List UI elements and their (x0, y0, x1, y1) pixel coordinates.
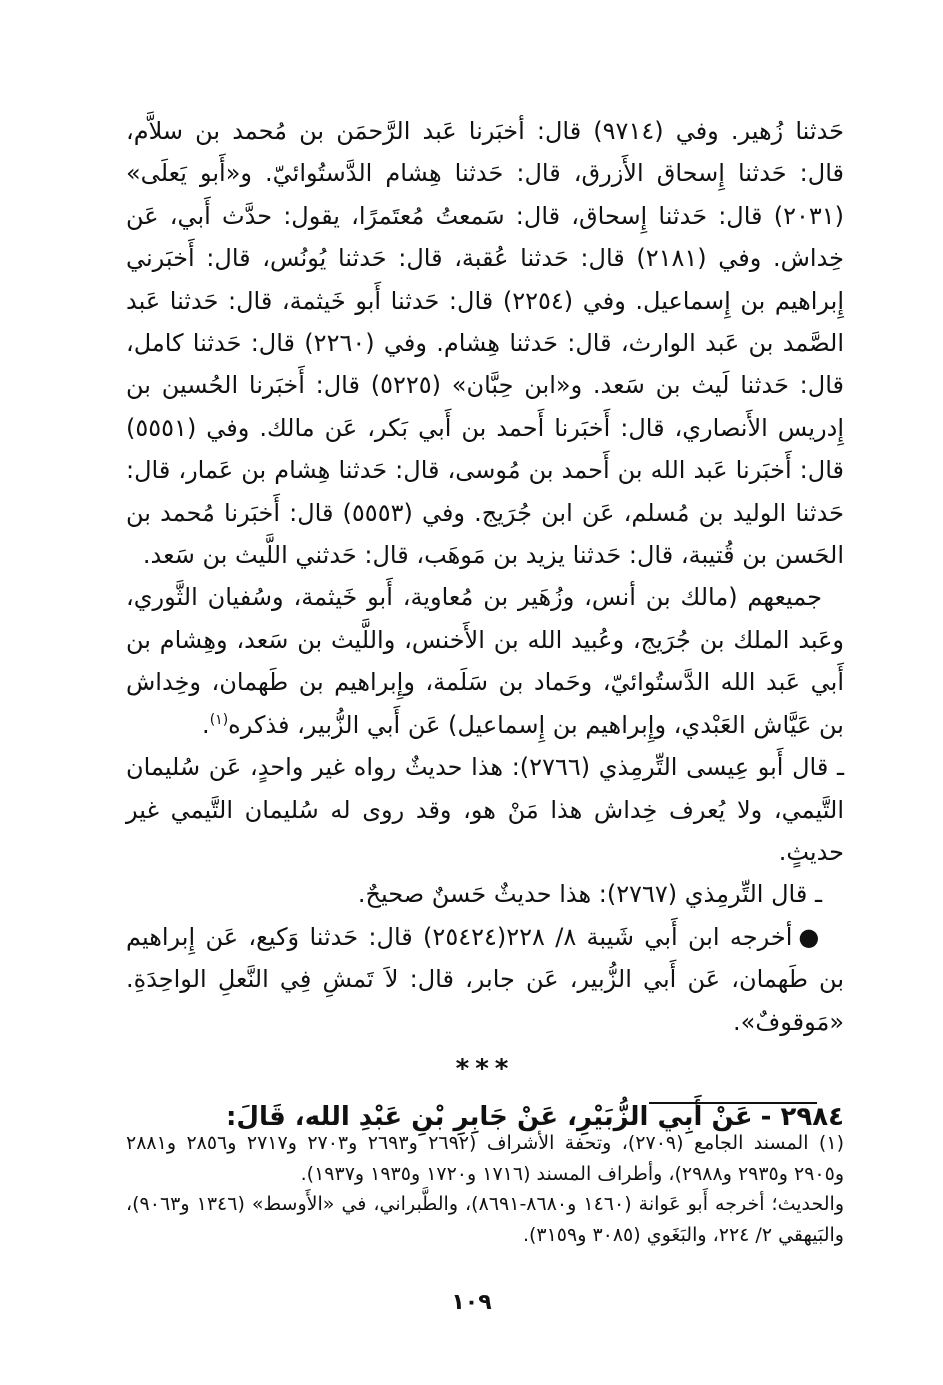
bullet-icon: ● (798, 922, 822, 951)
section-separator-stars: *** (455, 1053, 515, 1084)
footnote-1-sources: (١) المسند الجامع (٢٧٠٩)، وتحفة الأشراف (٢٦٩٢ و٢٦٩٣ و٢٧٠٣ و٢٧١٧ و٢٨٥٦ و٢٨٨١ و٢٩٠٥ و٢٩٣٥ و٢٩٨٨)، وأطراف المسند (١٧١٦ و١٧٢٠ و١٩٣٥ و١٩٣٧). (126, 1132, 844, 1185)
page-number: ١٠٩ (451, 1290, 492, 1315)
footnote-reference-1[interactable]: (١) (209, 711, 229, 728)
footnote-1-hadith-references: والحديث؛ أخرجه أَبو عَوانة (١٤٦٠ و٨٦٨٠-٨٦٩١)، والطَّبراني، في «الأَوسط» (١٣٤٦ و٩٠٦٣)، والبَيهقي ٢/ ٢٢٤، والبَغَوي (٣٠٨٥ و٣١٥٩). (126, 1193, 845, 1246)
footnotes-section (126, 1128, 844, 1250)
narrators-summary-end: . (202, 710, 210, 739)
hadith-opening-text: عَنْ أَبِي الزُّبَيْرِ، عَنْ جَابِرِ بْنِ عَبْدِ الله، قَالَ: (226, 1101, 753, 1132)
paragraph-takhrij (126, 916, 844, 1043)
footnote-divider (649, 1102, 817, 1104)
takhrij-text: أخرجه ابن أَبي شَيبة ٨/ ٢٢٨(٢٥٤٢٤) قال: حَدثنا وَكيع، عَن إِبراهيم بن طَهمان، عَن أَبي الزُّبير، عَن جابر، قال: لاَ تَمشِ فِي النَّعلِ الواحِدَةِ. «مَوقوفٌ». (126, 922, 844, 1036)
hadith-number: ٢٩٨٤ - (760, 1101, 844, 1132)
paragraph-tirmidhi-comment-1: ـ قال أَبو عِيسى التِّرمِذي (٢٧٦٦): هذا حديثٌ رواه غير واحدٍ، عَن سُليمان التَّيمي، ولا يُعرف خِداش هذا مَنْ هو، وقد روى له سُليمان التَّيمي غير حديثٍ. (126, 753, 845, 866)
paragraph-narrators-summary (126, 576, 844, 746)
paragraph-tirmidhi-comment-2: ـ قال التِّرمِذي (٢٧٦٧): هذا حديثٌ حَسنٌ صحيحٌ. (357, 880, 822, 909)
page-body (126, 110, 844, 1139)
paragraph-isnad-continuation: حَدثنا زُهير. وفي (٩٧١٤) قال: أخبَرنا عَبد الرَّحمَن بن مُحمد بن سلاَّم، قال: حَدثنا إِسحاق الأَزرق، قال: حَدثنا هِشام الدَّستُوائيّ. و«أَبو يَعلَى» (٢٠٣١) قال: حَدثنا إِسحاق، قال: سَمعتُ مُعتَمرًا، يقول: حدَّث أَبي، عَن خِداش. وفي (٢١٨١) قال: حَدثنا عُقبة، قال: حَدثنا يُونُس، قال: أَخبَرني إِبراهيم بن إِسماعيل. وفي (٢٢٥٤) قال: حَدثنا أَبو خَيثمة، قال: حَدثنا عَبد الصَّمد بن عَبد الوارث، قال: حَدثنا هِشام. وفي (٢٢٦٠) قال: حَدثنا كامل، قال: حَدثنا لَيث بن سَعد. و«ابن حِبَّان» (٥٢٢٥) قال: أَخبَرنا الحُسين بن إِدريس الأَنصاري، قال: أَخبَرنا أَحمد بن أَبي بَكر، عَن مالك. وفي (٥٥٥١) قال: أَخبَرنا عَبد الله بن أَحمد بن مُوسى، قال: حَدثنا هِشام بن عَمار، قال: حَدثنا الوليد بن مُسلم، عَن ابن جُرَيج. وفي (٥٥٥٣) قال: أَخبَرنا مُحمد بن الحَسن بن قُتيبة، قال: حَدثنا يزيد بن مَوهَب، قال: حَدثني اللَّيث بن سَعد. (126, 117, 845, 570)
main-text (126, 110, 844, 1043)
narrators-summary-text: جميعهم (مالك بن أنس، وزُهَير بن مُعاوية، أَبو خَيثمة، وسُفيان الثَّوري، وعَبد الملك بن جُرَيج، وعُبيد الله بن الأَخنس، واللَّيث بن سَعد، وهِشام بن أَبي عَبد الله الدَّستُوائيّ، وحَماد بن سَلَمة، وإِبراهيم بن طَهمان، وخِداش بن عَيَّاش العَبْدي، وإِبراهيم بن إِسماعيل) عَن أَبي الزُّبير، فذكره (126, 583, 844, 739)
